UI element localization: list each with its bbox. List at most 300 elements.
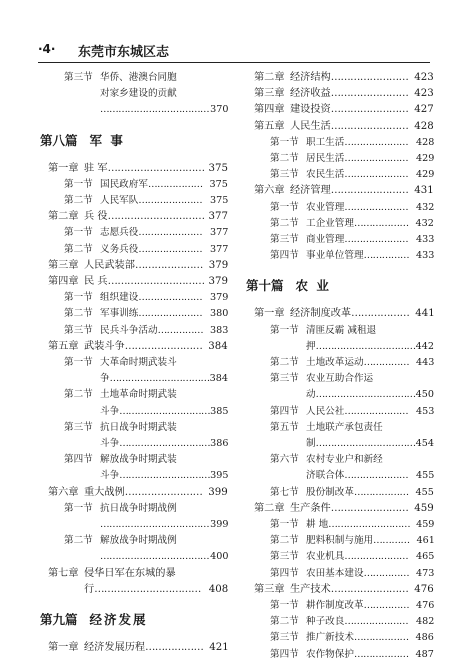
section-number: 第二节 bbox=[64, 389, 93, 401]
page-number: ·4· bbox=[38, 42, 56, 56]
entry-title-line bbox=[84, 566, 228, 582]
leader-dots: …………………………… bbox=[109, 373, 210, 385]
page-ref: 454 bbox=[415, 438, 434, 449]
leader-dots: ……………………… bbox=[328, 519, 411, 530]
entry-title: 动 bbox=[306, 389, 316, 401]
part-number: 第九篇 bbox=[40, 612, 78, 627]
leader-dots: ……………… bbox=[353, 632, 409, 644]
section-number: 第二节 bbox=[270, 217, 299, 229]
entry-title: 农田基本建设 bbox=[306, 567, 364, 579]
entry-title: 民 兵 bbox=[84, 276, 108, 287]
page-ref: 450 bbox=[415, 389, 434, 401]
section-entry bbox=[246, 647, 434, 663]
section-entry bbox=[246, 452, 434, 468]
section-number: 第四节 bbox=[270, 405, 299, 417]
leader-dots: ………………………… bbox=[107, 211, 205, 223]
entry-title-line bbox=[84, 209, 228, 225]
page-ref: 375 bbox=[208, 162, 228, 174]
entry-title-line bbox=[100, 549, 228, 565]
entry-title: 农业互助合作运 bbox=[306, 373, 374, 385]
chapter-entry bbox=[40, 161, 228, 177]
leader-dots: ………………… bbox=[344, 234, 409, 245]
section-number: 第三节 bbox=[270, 373, 299, 385]
entry-title: 解放战争时期战例 bbox=[100, 535, 177, 547]
leader-dots: …………………… bbox=[330, 185, 409, 197]
entry-title: 义务兵役 bbox=[100, 243, 139, 255]
chapter-number: 第二章 bbox=[254, 502, 285, 514]
leader-dots: …………………………… bbox=[315, 438, 416, 449]
entry-title: 对家乡建设的贡献 bbox=[100, 88, 177, 100]
page-ref: 421 bbox=[209, 642, 229, 653]
entry-title-line bbox=[306, 485, 434, 501]
section-number: 第一节 bbox=[64, 227, 93, 239]
section-entry bbox=[246, 135, 434, 151]
section-number: 第二节 bbox=[270, 535, 299, 547]
entry-title: 斗争 bbox=[100, 438, 120, 449]
section-number: 第四节 bbox=[270, 567, 299, 579]
page-ref: 453 bbox=[416, 405, 435, 417]
section-number: 第二节 bbox=[64, 195, 93, 206]
page-ref: 432 bbox=[416, 201, 435, 213]
section-entry bbox=[246, 232, 434, 248]
page-ref: 482 bbox=[416, 616, 435, 628]
section-number: 第一节 bbox=[270, 324, 299, 336]
section-entry bbox=[40, 355, 228, 371]
chapter-entry bbox=[246, 582, 434, 598]
section-number: 第三节 bbox=[64, 72, 93, 83]
entry-title-line bbox=[100, 468, 228, 484]
chapter-entry bbox=[40, 339, 228, 355]
chapter-entry bbox=[40, 566, 228, 582]
section-entry bbox=[40, 86, 228, 102]
entry-title: 经济收益 bbox=[290, 88, 331, 100]
chapter-number: 第六章 bbox=[254, 185, 285, 197]
section-entry bbox=[246, 614, 434, 630]
entry-title-line bbox=[84, 274, 228, 290]
entry-title: 人民生活 bbox=[290, 120, 331, 132]
page-ref: 395 bbox=[210, 470, 229, 482]
chapter-number: 第五章 bbox=[48, 340, 79, 352]
section-entry bbox=[40, 404, 228, 420]
section-entry bbox=[246, 566, 434, 582]
entry-title-line bbox=[84, 258, 228, 274]
section-entry bbox=[246, 167, 434, 183]
entry-title-line bbox=[100, 436, 228, 452]
entry-title: 民兵斗争活动 bbox=[100, 324, 158, 336]
entry-title: 驻 军 bbox=[84, 162, 108, 174]
section-number: 第一节 bbox=[64, 357, 93, 368]
leader-dots: …………………… bbox=[330, 502, 409, 514]
leader-dots: …………… bbox=[363, 600, 410, 611]
page-ref: 375 bbox=[210, 195, 229, 206]
entry-title-line bbox=[306, 452, 434, 468]
section-entry bbox=[40, 323, 228, 339]
entry-title-line bbox=[306, 355, 434, 371]
page-ref: 399 bbox=[210, 519, 229, 530]
leader-dots: …………… bbox=[363, 567, 410, 579]
page-ref: 487 bbox=[415, 648, 434, 660]
section-entry bbox=[246, 151, 434, 167]
chapter-number: 第三章 bbox=[254, 88, 285, 100]
entry-title-line bbox=[306, 371, 434, 387]
entry-title: 斗争 bbox=[100, 470, 120, 482]
entry-title: 经济结构 bbox=[290, 72, 331, 83]
chapter-entry bbox=[40, 640, 228, 656]
leader-dots: ………………… bbox=[138, 227, 203, 239]
entry-title: 侵华日军在东城的暴 bbox=[84, 567, 176, 579]
chapter-entry bbox=[40, 274, 228, 290]
page-ref: 427 bbox=[414, 104, 434, 116]
entry-title: 土地革命时期武装 bbox=[100, 389, 177, 401]
entry-title: 农村专业户和新经 bbox=[306, 454, 383, 466]
section-entry bbox=[246, 248, 434, 264]
page-ref: 433 bbox=[416, 234, 435, 245]
entry-title-line bbox=[100, 404, 228, 420]
entry-title-line bbox=[306, 387, 434, 403]
entry-title-line bbox=[306, 468, 434, 484]
page-ref: 461 bbox=[416, 535, 435, 547]
page-ref: 433 bbox=[416, 250, 435, 262]
chapter-number: 第一章 bbox=[48, 642, 79, 653]
section-entry bbox=[40, 290, 228, 306]
section-number: 第四节 bbox=[270, 250, 299, 262]
leader-dots: …………………… bbox=[330, 72, 409, 83]
leader-dots: ………………… bbox=[344, 616, 409, 628]
section-entry bbox=[246, 549, 434, 565]
chapter-number: 第三章 bbox=[254, 583, 285, 595]
entry-title-line bbox=[306, 200, 434, 216]
entry-title-line bbox=[306, 549, 434, 565]
page-ref: 443 bbox=[416, 357, 435, 368]
page-ref: 379 bbox=[210, 292, 229, 304]
entry-title: 推广新技术 bbox=[306, 632, 354, 644]
entry-title: 职工生活 bbox=[306, 136, 345, 148]
entry-title: 人民公社 bbox=[306, 405, 345, 417]
page-ref: 455 bbox=[415, 486, 434, 498]
entry-title-line bbox=[100, 306, 228, 322]
chapter-entry bbox=[40, 485, 228, 501]
entry-title-line bbox=[100, 420, 228, 436]
section-number: 第二节 bbox=[64, 308, 93, 320]
page-ref: 384 bbox=[208, 340, 228, 352]
leader-dots: ………………… bbox=[344, 153, 409, 164]
page-ref: 370 bbox=[210, 104, 229, 116]
entry-title: 股份制改革 bbox=[306, 486, 354, 498]
chapter-entry bbox=[40, 209, 228, 225]
section-number: 第一节 bbox=[270, 519, 299, 530]
entry-title-line bbox=[100, 242, 228, 258]
leader-dots: ………………………… bbox=[107, 276, 205, 287]
leader-dots: …………… bbox=[363, 250, 410, 262]
leader-dots: ……………… bbox=[147, 178, 203, 190]
page-ref: 459 bbox=[416, 519, 435, 530]
leader-dots: ……………………………… bbox=[100, 551, 210, 563]
chapter-number: 第五章 bbox=[254, 120, 285, 132]
section-number: 第三节 bbox=[64, 421, 93, 433]
section-entry bbox=[40, 420, 228, 436]
chapter-number: 第七章 bbox=[48, 567, 79, 579]
entry-title: 志愿兵役 bbox=[100, 227, 139, 239]
part-heading bbox=[40, 610, 228, 630]
leader-dots: …………………… bbox=[330, 88, 409, 100]
entry-title: 押 bbox=[306, 340, 316, 352]
entry-title-line bbox=[306, 533, 434, 549]
section-entry bbox=[246, 485, 434, 501]
leader-dots: ………………… bbox=[344, 169, 409, 181]
page-ref: 408 bbox=[208, 583, 229, 595]
entry-title: 耕 地 bbox=[306, 519, 329, 530]
entry-title-line bbox=[306, 566, 434, 582]
leader-dots: …………………………… bbox=[315, 389, 416, 401]
entry-title-line bbox=[84, 485, 228, 501]
entry-title-line bbox=[290, 86, 434, 102]
entry-title-line bbox=[290, 119, 434, 135]
header-rule bbox=[38, 62, 430, 63]
leader-dots: ………………… bbox=[138, 292, 203, 304]
entry-title: 清匪反霸 减租退 bbox=[306, 324, 377, 336]
section-number: 第三节 bbox=[64, 324, 93, 336]
entry-title: 大革命时期武装斗 bbox=[100, 357, 177, 368]
entry-title-line bbox=[100, 102, 228, 118]
chapter-number: 第四章 bbox=[254, 104, 285, 116]
chapter-number: 第一章 bbox=[48, 162, 79, 174]
entry-title-line bbox=[100, 501, 228, 517]
leader-dots: ……………… bbox=[353, 648, 409, 660]
section-entry bbox=[40, 242, 228, 258]
entry-title-line bbox=[306, 232, 434, 248]
section-number: 第三节 bbox=[270, 234, 299, 245]
leader-dots: ………………………… bbox=[119, 438, 211, 449]
entry-title: 居民生活 bbox=[306, 153, 345, 164]
leader-dots: ………………… bbox=[138, 243, 203, 255]
entry-title-line bbox=[100, 533, 228, 549]
leader-dots: ………………… bbox=[344, 470, 409, 482]
section-number: 第一节 bbox=[270, 201, 299, 213]
entry-title: 生产条件 bbox=[290, 502, 331, 514]
entry-title-line bbox=[100, 323, 228, 339]
entry-title: 兵 役 bbox=[84, 211, 108, 223]
entry-title: 农民生活 bbox=[306, 169, 345, 181]
entry-title-line bbox=[100, 193, 228, 209]
part-heading bbox=[246, 276, 434, 296]
page-ref: 476 bbox=[416, 600, 435, 611]
entry-title: 抗日战争时期武装 bbox=[100, 421, 177, 433]
entry-title: 行 bbox=[84, 583, 95, 595]
entry-title-line bbox=[306, 614, 434, 630]
section-entry bbox=[40, 193, 228, 209]
entry-title: 争 bbox=[100, 373, 110, 385]
leader-dots: ……………… bbox=[145, 642, 204, 653]
leader-dots: ……………… bbox=[351, 308, 410, 320]
chapter-entry bbox=[246, 102, 434, 118]
running-title: 东莞市东城区志 bbox=[78, 45, 170, 60]
page-ref: 486 bbox=[415, 632, 434, 644]
section-entry bbox=[246, 598, 434, 614]
section-number: 第六节 bbox=[270, 454, 299, 466]
page-ref: 400 bbox=[210, 551, 229, 563]
entry-title-line bbox=[290, 183, 434, 199]
chapter-entry bbox=[246, 86, 434, 102]
leader-dots: …………………… bbox=[330, 104, 409, 116]
entry-title-line bbox=[306, 216, 434, 232]
chapter-entry bbox=[246, 501, 434, 517]
part-number: 第十篇 bbox=[246, 278, 284, 294]
entry-title: 商业管理 bbox=[306, 234, 345, 245]
leader-dots: …………………………… bbox=[315, 340, 416, 352]
page-ref: 384 bbox=[209, 373, 228, 385]
entry-title-line bbox=[306, 420, 434, 436]
page-ref: 476 bbox=[414, 583, 434, 595]
section-entry bbox=[246, 533, 434, 549]
section-entry bbox=[246, 420, 434, 436]
section-entry bbox=[40, 70, 228, 86]
entry-title-line bbox=[100, 225, 228, 241]
section-number: 第一节 bbox=[64, 178, 93, 190]
entry-title: 事业单位管理 bbox=[306, 250, 364, 262]
entry-title-line bbox=[290, 306, 434, 322]
entry-title-line bbox=[306, 323, 434, 339]
chapter-number: 第一章 bbox=[254, 308, 285, 320]
section-entry bbox=[246, 436, 434, 452]
page-ref: 465 bbox=[416, 551, 435, 563]
part-number: 第八篇 bbox=[40, 132, 78, 148]
leader-dots: …………………… bbox=[330, 583, 409, 595]
part-title: 经济发展 bbox=[89, 612, 148, 627]
section-entry bbox=[246, 339, 434, 355]
section-number: 第三节 bbox=[270, 632, 299, 644]
page-ref: 385 bbox=[210, 405, 229, 417]
entry-title-line bbox=[306, 404, 434, 420]
page-ref: 429 bbox=[416, 169, 435, 181]
entry-title-line bbox=[84, 582, 228, 598]
page-ref: 459 bbox=[414, 502, 434, 514]
entry-title: 工企业管理 bbox=[306, 217, 354, 229]
chapter-entry bbox=[246, 119, 434, 135]
entry-title-line bbox=[100, 290, 228, 306]
section-entry bbox=[40, 102, 228, 118]
chapter-entry bbox=[246, 306, 434, 322]
entry-title-line bbox=[100, 86, 228, 102]
page-ref: 380 bbox=[210, 308, 229, 320]
entry-title: 解放战争时期武装 bbox=[100, 454, 177, 466]
section-number: 第三节 bbox=[270, 551, 299, 563]
entry-title: 人民军队 bbox=[100, 195, 139, 206]
section-number: 第一节 bbox=[64, 502, 93, 514]
entry-title: 抗日战争时期战例 bbox=[100, 502, 177, 514]
entry-title: 军事训练 bbox=[100, 308, 139, 320]
entry-title: 经济管理 bbox=[290, 185, 331, 197]
chapter-entry bbox=[246, 183, 434, 199]
leader-dots: …………… bbox=[363, 357, 410, 368]
page-ref: 428 bbox=[416, 136, 435, 148]
section-number: 第二节 bbox=[64, 535, 93, 547]
chapter-entry bbox=[246, 70, 434, 86]
entry-title: 组织建设 bbox=[100, 292, 139, 304]
leader-dots: ………………………… bbox=[119, 470, 211, 482]
section-entry bbox=[246, 216, 434, 232]
section-entry bbox=[246, 200, 434, 216]
entry-title-line bbox=[290, 582, 434, 598]
entry-title: 农业管理 bbox=[306, 201, 345, 213]
entry-title-line bbox=[290, 70, 434, 86]
entry-title: 华侨、港澳台同胞 bbox=[100, 72, 177, 83]
leader-dots: …………… bbox=[157, 324, 204, 336]
entry-title: 经济发展历程 bbox=[84, 642, 146, 653]
entry-title-line bbox=[100, 70, 228, 86]
entry-title-line bbox=[100, 452, 228, 468]
entry-title: 肥料积制与施用 bbox=[306, 535, 374, 547]
page-ref: 399 bbox=[208, 486, 228, 498]
entry-title-line bbox=[100, 177, 228, 193]
section-entry bbox=[40, 177, 228, 193]
section-number: 第五节 bbox=[270, 421, 299, 433]
section-entry bbox=[40, 549, 228, 565]
section-number: 第二节 bbox=[64, 243, 93, 255]
entry-title: 武装斗争 bbox=[84, 340, 125, 352]
page-ref: 377 bbox=[210, 243, 229, 255]
section-number: 第四节 bbox=[64, 454, 93, 466]
page-ref: 441 bbox=[415, 308, 435, 320]
page-ref: 375 bbox=[209, 178, 228, 190]
leader-dots: ………………… bbox=[138, 195, 203, 206]
leader-dots: ………………………… bbox=[119, 405, 211, 417]
section-entry bbox=[246, 371, 434, 387]
section-entry bbox=[40, 452, 228, 468]
entry-title: 经济制度改革 bbox=[290, 308, 352, 320]
chapter-entry bbox=[40, 258, 228, 274]
part-heading bbox=[40, 131, 228, 151]
section-entry bbox=[246, 387, 434, 403]
entry-title-line bbox=[306, 167, 434, 183]
section-entry bbox=[246, 355, 434, 371]
leader-dots: ………………… bbox=[344, 405, 409, 417]
entry-title-line bbox=[306, 339, 434, 355]
entry-title: 农业机具 bbox=[306, 551, 345, 563]
section-entry bbox=[40, 436, 228, 452]
leader-dots: …………………… bbox=[124, 340, 203, 352]
entry-title: 土地联产承包责任 bbox=[306, 421, 383, 433]
entry-title: 济联合体 bbox=[306, 470, 345, 482]
section-number: 第二节 bbox=[270, 153, 299, 164]
entry-title: 生产技术 bbox=[290, 583, 331, 595]
entry-title: 农作物保护 bbox=[306, 648, 354, 660]
page-ref: 423 bbox=[414, 88, 434, 100]
section-number: 第七节 bbox=[270, 486, 299, 498]
page-ref: 442 bbox=[415, 340, 434, 352]
page-ref: 379 bbox=[208, 276, 228, 287]
entry-title: 耕作制度改革 bbox=[306, 600, 364, 611]
entry-title: 建设投资 bbox=[290, 104, 331, 116]
section-number: 第一节 bbox=[270, 136, 299, 148]
entry-title-line bbox=[306, 135, 434, 151]
section-entry bbox=[40, 387, 228, 403]
leader-dots: ………………… bbox=[344, 136, 409, 148]
page-ref: 377 bbox=[210, 227, 229, 239]
section-number: 第一节 bbox=[270, 600, 299, 611]
section-entry bbox=[40, 517, 228, 533]
leader-dots: ……………………………… bbox=[100, 519, 210, 530]
entry-title-line bbox=[290, 501, 434, 517]
page-ref: 432 bbox=[415, 217, 434, 229]
section-entry bbox=[246, 517, 434, 533]
entry-title-line bbox=[306, 630, 434, 646]
leader-dots: ………… bbox=[373, 535, 410, 547]
chapter-number: 第四章 bbox=[48, 276, 79, 287]
page-header bbox=[38, 40, 430, 60]
leader-dots: ………………… bbox=[344, 201, 409, 213]
entry-title-line bbox=[84, 161, 228, 177]
leader-dots: ………………… bbox=[134, 259, 203, 271]
